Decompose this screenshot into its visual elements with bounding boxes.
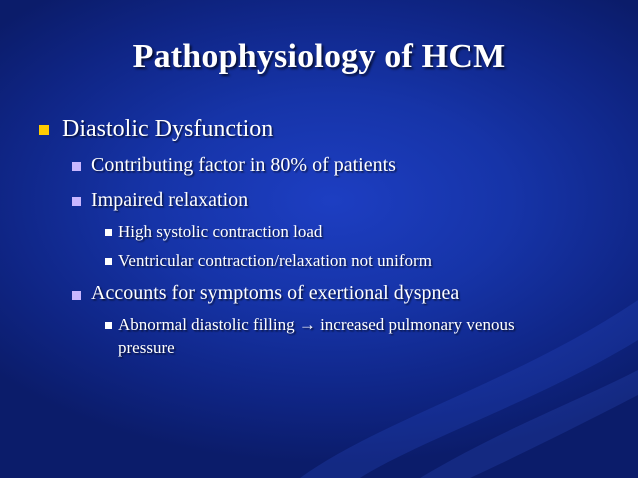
slide-title: Pathophysiology of HCM	[132, 38, 506, 75]
bullet-exertional-dyspnea: Accounts for symptoms of exertional dyspnea	[91, 282, 460, 304]
bullet-high-systolic-load: High systolic contraction load	[118, 222, 323, 241]
bullet-square-icon	[105, 229, 112, 236]
bullet-square-icon	[72, 197, 81, 206]
bullet-contributing-factor: Contributing factor in 80% of patients	[91, 154, 396, 176]
bullet-impaired-relaxation: Impaired relaxation	[91, 189, 249, 211]
bullet-abnormal-filling-continued: pressure	[118, 338, 175, 357]
bullet-square-icon	[39, 125, 49, 135]
bullet-square-icon	[72, 162, 81, 171]
bullet-square-icon	[105, 258, 112, 265]
bullet-square-icon	[105, 322, 112, 329]
bullet-diastolic-dysfunction: Diastolic Dysfunction	[62, 116, 274, 142]
bullet-square-icon	[72, 291, 81, 300]
bullet-ventricular-nonuniform: Ventricular contraction/relaxation not uniform	[118, 251, 432, 270]
bullet-abnormal-filling: Abnormal diastolic filling → increased pulmonary venous	[118, 315, 515, 334]
